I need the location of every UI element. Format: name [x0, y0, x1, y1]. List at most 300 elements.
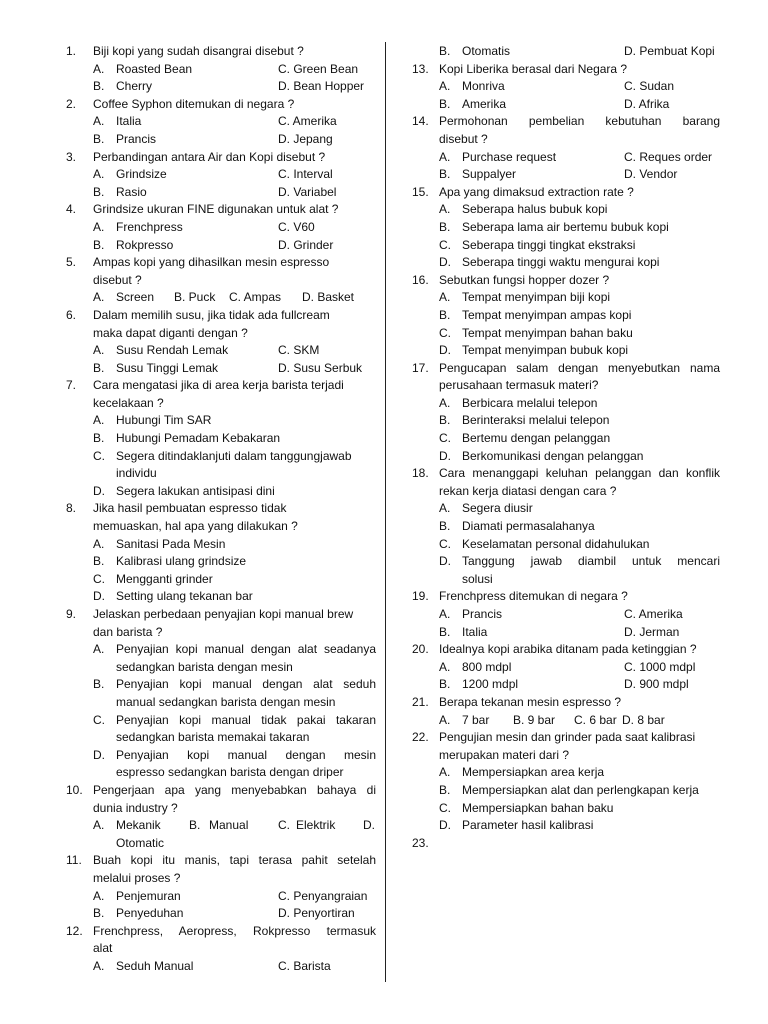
option-b: Italia	[462, 624, 488, 639]
option-row	[66, 536, 376, 554]
option-b: Rasio	[116, 184, 147, 199]
question-text: Frenchpress, Aeropress, Rokpresso termasuk	[93, 923, 376, 938]
option-d: D. Afrika	[624, 96, 670, 111]
question-text: Coffee Syphon ditemukan di negara ?	[93, 96, 295, 111]
option-a: Sanitasi Pada Mesin	[116, 536, 226, 551]
option-a: Penjemuran	[116, 888, 181, 903]
option-b: Susu Tinggi Lemak	[116, 360, 219, 375]
question-number: 20.	[412, 642, 429, 657]
option-a: Purchase request	[462, 149, 557, 164]
option-row	[412, 166, 720, 184]
question-text-cont	[66, 940, 376, 958]
option-letter: A.	[93, 290, 105, 305]
option-c: individu	[116, 466, 157, 481]
option-letter: B.	[439, 167, 451, 182]
option-letter: C.	[93, 571, 105, 586]
question-text-cont	[66, 870, 376, 888]
question-number: 19.	[412, 589, 429, 604]
option-letter: D.	[93, 483, 105, 498]
question-text: disebut ?	[439, 131, 488, 146]
question-2	[66, 96, 376, 114]
option-row	[412, 500, 720, 518]
question-text: rekan kerja diatasi dengan cara ?	[439, 483, 617, 498]
option-row	[412, 817, 720, 835]
option-b: manual sedangkan barista dengan mesin	[116, 694, 336, 709]
option-letter: B.	[93, 79, 105, 94]
option-row	[66, 166, 376, 184]
option-letter: B.	[439, 624, 451, 639]
question-text: melalui proses ?	[93, 870, 181, 885]
left-column	[66, 43, 376, 975]
question-text: Pengucapan salam dengan menyebutkan nama	[439, 360, 720, 375]
option-letter: C.	[93, 448, 105, 463]
option-letter: B.	[439, 96, 451, 111]
question-text: Idealnya kopi arabika ditanam pada ketinggian ?	[439, 642, 697, 657]
option-row	[66, 588, 376, 606]
option-d: Otomatic	[116, 835, 165, 850]
option-b: Otomatis	[462, 44, 511, 58]
question-number: 22.	[412, 730, 429, 745]
option-letter: D.	[93, 589, 105, 604]
option-row	[412, 606, 720, 624]
question-18	[412, 465, 720, 483]
option-letter: B.	[439, 519, 451, 534]
option-letter: A.	[439, 607, 451, 621]
option-a: Italia	[116, 114, 142, 129]
option-row	[412, 712, 720, 730]
option-row	[66, 184, 376, 202]
question-text: Frenchpress ditemukan di negara ?	[439, 589, 628, 604]
question-number: 21.	[412, 694, 429, 709]
question-number: 3.	[66, 149, 77, 164]
option-row	[412, 219, 720, 237]
option-c: C. Amerika	[624, 607, 683, 621]
option-a: Mekanik	[116, 818, 161, 833]
option-d: D. Pembuat Kopi	[624, 44, 715, 58]
option-a: Roasted Bean	[116, 61, 193, 76]
option-letter: D.	[93, 747, 105, 762]
option-letter: B.	[439, 219, 451, 234]
question-number: 14.	[412, 114, 429, 129]
option-a: 7 bar	[462, 712, 490, 727]
option-letter: B.	[93, 184, 105, 199]
option-letter: A.	[93, 219, 105, 234]
question-13	[412, 61, 720, 79]
option-b: Amerika	[462, 96, 507, 111]
question-text: Cara mengatasi jika di area kerja barista terjadi	[93, 378, 344, 393]
question-text: Buah kopi itu manis, tapi terasa pahit setelah	[93, 853, 376, 868]
option-letter: A.	[439, 149, 451, 164]
question-number: 13.	[412, 61, 429, 76]
option-row	[412, 395, 720, 413]
option-d: D. 900 mdpl	[624, 677, 689, 692]
option-b: Tempat menyimpan ampas kopi	[462, 307, 632, 322]
question-text-cont	[66, 800, 376, 818]
question-21	[412, 694, 720, 712]
option-a: Seberapa halus bubuk kopi	[462, 202, 608, 217]
option-row	[66, 817, 376, 835]
question-text: Pengujian mesin dan grinder pada saat kalibrasi	[439, 730, 696, 745]
option-letter: B.	[93, 906, 105, 921]
question-9	[66, 606, 376, 624]
option-letter: B.	[439, 677, 451, 692]
option-d: Penyajian kopi manual dengan mesin	[116, 747, 376, 762]
option-d: D. Bean Hopper	[278, 79, 365, 94]
question-8	[66, 500, 376, 518]
option-row	[412, 96, 720, 114]
option-b: Penyajian kopi manual dengan alat seduh	[116, 677, 376, 692]
question-text-cont	[412, 483, 720, 501]
option-letter: B.	[439, 782, 451, 797]
option-d: Parameter hasil kalibrasi	[462, 818, 594, 833]
question-text: Dalam memilih susu, jika tidak ada fullcream	[93, 307, 330, 322]
option-c: Seberapa tinggi tingkat ekstraksi	[462, 237, 636, 252]
option-c: Mempersiapkan bahan baku	[462, 800, 614, 815]
option-letter: D.	[439, 554, 451, 569]
option-row	[412, 764, 720, 782]
option-a: sedangkan barista dengan mesin	[116, 659, 293, 674]
option-row	[412, 430, 720, 448]
option-row	[412, 78, 720, 96]
option-d: D. Penyortiran	[278, 906, 355, 921]
option-letter: A.	[439, 202, 451, 217]
option-row	[412, 536, 720, 554]
option-c: C. Green Bean	[278, 61, 359, 76]
option-letter: B.	[93, 431, 105, 446]
option-c: Keselamatan personal didahulukan	[462, 536, 650, 551]
option-row	[66, 712, 376, 730]
option-d: Tempat menyimpan bubuk kopi	[462, 343, 629, 358]
option-letter: A.	[439, 395, 451, 410]
option-letter: A.	[93, 61, 105, 76]
option-letter: B.	[93, 360, 105, 375]
option-d: D. Susu Serbuk	[278, 360, 363, 375]
question-text-cont	[412, 747, 720, 765]
option-row-cont	[412, 571, 720, 589]
option-a: Frenchpress	[116, 219, 183, 234]
option-letter: D.	[363, 818, 375, 833]
option-row	[412, 782, 720, 800]
option-row	[66, 78, 376, 96]
option-a: Hubungi Tim SAR	[116, 413, 212, 428]
option-d: D. Basket	[302, 290, 355, 305]
option-letter: C.	[93, 712, 105, 727]
option-b: Seberapa lama air bertemu bubuk kopi	[462, 219, 669, 234]
question-text-cont	[412, 377, 720, 395]
option-c: C. V60	[278, 219, 315, 234]
question-text-cont	[66, 624, 376, 642]
option-letter: A.	[93, 818, 105, 833]
option-row	[66, 448, 376, 466]
option-c: Segera ditindaklanjuti dalam tanggungjawab	[116, 448, 352, 463]
question-5	[66, 254, 376, 272]
option-c: C. 1000 mdpl	[624, 659, 696, 674]
option-a: Penyajian kopi manual dengan alat seadanya	[116, 642, 376, 657]
option-row	[66, 483, 376, 501]
question-number: 10.	[66, 782, 83, 797]
question-text: Jika hasil pembuatan espresso tidak	[93, 501, 287, 516]
option-row	[66, 905, 376, 923]
option-letter: A.	[439, 290, 451, 305]
option-d: Segera lakukan antisipasi dini	[116, 483, 275, 498]
option-row	[412, 325, 720, 343]
question-16	[412, 272, 720, 290]
option-row-cont	[66, 694, 376, 712]
question-text-cont	[66, 518, 376, 536]
option-c: C. SKM	[278, 343, 320, 358]
option-letter: A.	[93, 167, 105, 182]
question-11	[66, 852, 376, 870]
option-b: Cherry	[116, 79, 153, 94]
option-b: B. 9 bar	[513, 712, 556, 727]
question-text: kecelakaan ?	[93, 395, 164, 410]
option-b: 1200 mdpl	[462, 677, 519, 692]
option-c: Penyajian kopi manual tidak pakai takaran	[116, 712, 376, 727]
option-row	[412, 201, 720, 219]
option-row	[412, 237, 720, 255]
question-number: 5.	[66, 255, 77, 270]
option-row	[66, 61, 376, 79]
question-17	[412, 360, 720, 378]
option-a: Susu Rendah Lemak	[116, 343, 229, 358]
question-text: Perbandingan antara Air dan Kopi disebut ?	[93, 149, 326, 164]
question-text: Apa yang dimaksud extraction rate ?	[439, 184, 634, 199]
option-row	[412, 43, 720, 61]
option-b: Prancis	[116, 131, 157, 146]
option-letter: C.	[278, 818, 290, 833]
question-text: Sebutkan fungsi hopper dozer ?	[439, 272, 610, 287]
question-22	[412, 729, 720, 747]
option-row	[66, 747, 376, 765]
option-row	[66, 131, 376, 149]
option-c: C. Barista	[278, 958, 331, 973]
question-text: perusahaan termasuk materi?	[439, 378, 599, 393]
option-b: Kalibrasi ulang grindsize	[116, 554, 247, 569]
option-letter: A.	[93, 114, 105, 129]
option-a: 800 mdpl	[462, 659, 512, 674]
option-letter: A.	[439, 712, 451, 727]
question-text: Permohonan pembelian kebutuhan barang	[439, 114, 720, 129]
option-row	[412, 518, 720, 536]
option-row	[412, 254, 720, 272]
option-letter: D.	[439, 343, 451, 358]
option-row	[412, 307, 720, 325]
option-row-cont	[66, 729, 376, 747]
option-c: C. Interval	[278, 167, 333, 182]
question-text: memuaskan, hal apa yang dilakukan ?	[93, 519, 298, 534]
option-c: Elektrik	[296, 818, 336, 833]
question-number: 8.	[66, 501, 77, 516]
option-row	[412, 412, 720, 430]
question-3	[66, 149, 376, 167]
question-text-cont	[66, 395, 376, 413]
question-text: Grindsize ukuran FINE digunakan untuk alat ?	[93, 202, 339, 217]
option-d: D. Vendor	[624, 167, 678, 182]
option-d: D. Variabel	[278, 184, 337, 199]
question-text: Ampas kopi yang dihasilkan mesin espresso	[93, 255, 330, 270]
option-b: Rokpresso	[116, 237, 174, 252]
option-letter: B.	[93, 677, 105, 692]
option-row	[412, 676, 720, 694]
option-row	[412, 800, 720, 818]
option-letter: A.	[93, 642, 105, 657]
option-c: C. Reques order	[624, 149, 713, 164]
question-19	[412, 588, 720, 606]
question-7	[66, 377, 376, 395]
option-d: Berkomunikasi dengan pelanggan	[462, 448, 644, 463]
option-c: sedangkan barista memakai takaran	[116, 730, 310, 745]
option-letter: B.	[439, 307, 451, 322]
option-row	[66, 571, 376, 589]
option-row-cont	[66, 835, 376, 853]
option-letter: C.	[439, 325, 451, 340]
option-b: Hubungi Pemadam Kebakaran	[116, 431, 281, 446]
question-number: 18.	[412, 466, 429, 481]
question-text-cont	[66, 272, 376, 290]
option-d: D. Jerman	[624, 624, 680, 639]
option-row	[412, 289, 720, 307]
question-1	[66, 43, 376, 61]
question-text: maka dapat diganti dengan ?	[93, 325, 248, 340]
option-b: Suppalyer	[462, 167, 517, 182]
question-number: 9.	[66, 607, 77, 621]
question-text: Biji kopi yang sudah disangrai disebut ?	[93, 44, 304, 58]
option-a: Prancis	[462, 607, 503, 621]
option-a: Tempat menyimpan biji kopi	[462, 290, 611, 305]
option-row	[412, 624, 720, 642]
option-letter: B.	[189, 818, 201, 833]
question-number: 1.	[66, 44, 77, 58]
option-a: Seduh Manual	[116, 958, 194, 973]
option-letter: D.	[439, 818, 451, 833]
option-letter: B.	[439, 44, 451, 58]
option-a: Segera diusir	[462, 501, 533, 516]
option-row	[66, 958, 376, 976]
question-10	[66, 782, 376, 800]
question-text: dan barista ?	[93, 624, 163, 639]
question-text: dunia industry ?	[93, 800, 178, 815]
option-letter: C.	[439, 800, 451, 815]
question-number: 15.	[412, 184, 429, 199]
option-d: D. 8 bar	[622, 712, 665, 727]
option-letter: A.	[439, 659, 451, 674]
option-row	[66, 412, 376, 430]
option-c: Tempat menyimpan bahan baku	[462, 325, 633, 340]
option-b: Berinteraksi melalui telepon	[462, 413, 610, 428]
option-d: solusi	[462, 571, 493, 586]
option-a: Mempersiapkan area kerja	[462, 765, 605, 780]
option-letter: C.	[439, 536, 451, 551]
option-b: Penyeduhan	[116, 906, 184, 921]
question-15	[412, 184, 720, 202]
option-row	[66, 113, 376, 131]
question-20	[412, 641, 720, 659]
question-12	[66, 923, 376, 941]
option-b: B. Puck	[174, 290, 216, 305]
option-d: Seberapa tinggi waktu mengurai kopi	[462, 255, 660, 270]
option-a: Grindsize	[116, 167, 167, 182]
option-b: Manual	[209, 818, 249, 833]
option-letter: A.	[93, 536, 105, 551]
option-letter: D.	[439, 255, 451, 270]
option-row	[66, 342, 376, 360]
option-row	[412, 553, 720, 571]
option-row	[412, 448, 720, 466]
option-letter: A.	[93, 413, 105, 428]
question-4	[66, 201, 376, 219]
question-text: Jelaskan perbedaan penyajian kopi manual brew	[93, 607, 354, 621]
option-letter: A.	[439, 79, 451, 94]
question-text: Cara menanggapi keluhan pelanggan dan konflik	[439, 466, 720, 481]
question-number: 2.	[66, 96, 77, 111]
option-letter: A.	[93, 343, 105, 358]
question-number: 12.	[66, 923, 83, 938]
option-letter: B.	[439, 413, 451, 428]
option-row	[66, 219, 376, 237]
question-number: 11.	[66, 853, 82, 868]
question-6	[66, 307, 376, 325]
option-row	[66, 430, 376, 448]
option-row	[66, 289, 376, 307]
option-d: Tanggung jawab diambil untuk mencari	[462, 554, 720, 569]
option-letter: C.	[439, 431, 451, 446]
question-text-cont	[66, 325, 376, 343]
option-c: C. 6 bar	[574, 712, 617, 727]
option-c: C. Sudan	[624, 79, 675, 94]
option-row-cont	[66, 659, 376, 677]
option-row	[66, 360, 376, 378]
option-row	[412, 659, 720, 677]
option-a: Berbicara melalui telepon	[462, 395, 598, 410]
option-b: Mempersiapkan alat dan perlengkapan kerja	[462, 782, 699, 797]
question-number: 4.	[66, 202, 77, 217]
question-text-cont	[412, 131, 720, 149]
option-row	[66, 553, 376, 571]
question-text: alat	[93, 941, 113, 956]
question-text: Berapa tekanan mesin espresso ?	[439, 694, 622, 709]
question-text: Pengerjaan apa yang menyebabkan bahaya di	[93, 782, 376, 797]
option-letter: B.	[93, 131, 105, 146]
question-text: disebut ?	[93, 272, 142, 287]
option-row	[412, 149, 720, 167]
option-d: D. Jepang	[278, 131, 333, 146]
question-number: 23.	[412, 835, 429, 850]
option-d: D. Grinder	[278, 237, 334, 252]
option-c: C. Amerika	[278, 114, 337, 129]
option-row	[66, 237, 376, 255]
option-d: espresso sedangkan barista dengan driper	[116, 765, 344, 780]
question-number: 17.	[412, 360, 429, 375]
option-c: C. Ampas	[229, 290, 282, 305]
option-row	[412, 342, 720, 360]
option-letter: A.	[439, 501, 451, 516]
question-number: 16.	[412, 272, 429, 287]
question-text: merupakan materi dari ?	[439, 747, 570, 762]
option-row	[66, 888, 376, 906]
option-c: Bertemu dengan pelanggan	[462, 431, 611, 446]
option-d: Setting ulang tekanan bar	[116, 589, 253, 604]
column-divider	[385, 42, 386, 982]
option-letter: A.	[93, 888, 105, 903]
question-number: 6.	[66, 307, 77, 322]
option-letter: C.	[439, 237, 451, 252]
right-column	[412, 43, 720, 852]
option-letter: B.	[93, 554, 105, 569]
option-row	[66, 641, 376, 659]
question-14	[412, 113, 720, 131]
question-23	[412, 835, 720, 853]
question-text: Kopi Liberika berasal dari Negara ?	[439, 61, 628, 76]
